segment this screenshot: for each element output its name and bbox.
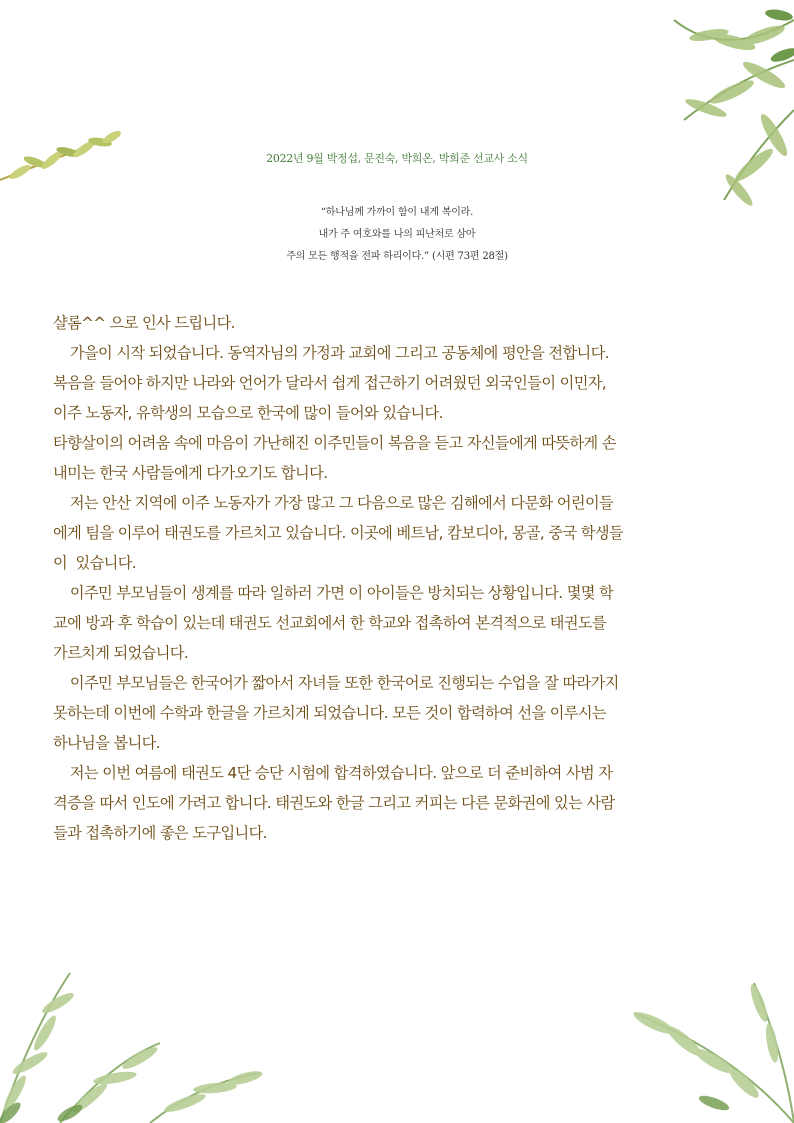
letter-line: 이 있습니다. (53, 554, 137, 572)
letter-line: 들과 접촉하기에 좋은 도구입니다. (53, 824, 267, 842)
letter-line: 샬롬^^ 으로 인사 드립니다. (53, 314, 235, 332)
verse-line: 내가 주 여호와를 나의 피난처로 삼아 (318, 229, 476, 240)
letter-line: 이주민 부모님들은 한국어가 짧아서 자녀들 또한 한국어로 진행되는 수업을 잘 따라가지 (53, 674, 619, 692)
letter-line: 저는 안산 지역에 이주 노동자가 가장 많고 그 다음으로 많은 김해에서 다문화 어린이들 (53, 494, 614, 512)
letter-line: 하나님을 봅니다. (53, 734, 160, 752)
letter-line: 교에 방과 후 학습이 있는데 태권도 선교회에서 한 학교와 접촉하여 본격적으로 태권도를 (53, 614, 607, 632)
letter-body (53, 308, 743, 848)
letter-line: 이주 노동자, 유학생의 모습으로 한국에 많이 들어와 있습니다. (53, 404, 443, 422)
letter-line: 격증을 따서 인도에 가려고 합니다. 태권도와 한글 그리고 커피는 다른 문화권에 있는 사람 (53, 794, 615, 812)
letter-line: 내미는 한국 사람들에게 다가오기도 합니다. (53, 464, 328, 482)
letter-line: 저는 이번 여름에 태권도 4단 승단 시험에 합격하였습니다. 앞으로 더 준비하여 사범 자 (53, 764, 613, 782)
palm-leaves-icon (594, 973, 794, 1123)
letter-line: 타향살이의 어려움 속에 마음이 가난해진 이주민들이 복음을 듣고 자신들에게 따뜻하게 손 (53, 434, 616, 452)
bible-verse (0, 202, 794, 268)
page-title: 2022년 9월 박정섭, 문진숙, 박희온, 박희준 선교사 소식 (266, 152, 528, 165)
letter-line: 가르치게 되었습니다. (53, 644, 189, 662)
letter-line: 복음을 들어야 하지만 나라와 언어가 달라서 쉽게 접근하기 어려웠던 외국인들이 이민자, (53, 374, 607, 392)
letter-line: 에게 팀을 이루어 태권도를 가르치고 있습니다. 이곳에 베트남, 캄보디아, 몽골, 중국 학생들 (53, 524, 623, 542)
letter-line: 못하는데 이번에 수학과 한글을 가르치게 되었습니다. 모든 것이 합력하여 선을 이루시는 (53, 704, 607, 722)
fern-leaves-icon (0, 953, 300, 1123)
letter-line: 가을이 시작 되었습니다. 동역자님의 가정과 교회에 그리고 공동체에 평안을 전합니다. (53, 344, 609, 362)
verse-line: “하나님께 가까이 함이 내게 복이라. (320, 207, 474, 218)
letter-line: 이주민 부모님들이 생계를 따라 일하러 가면 이 아이들은 방치되는 상황입니다. 몇몇 학 (53, 584, 614, 602)
verse-line: 주의 모든 행적을 전파 하리이다.” (시편 73편 28절) (286, 251, 508, 262)
